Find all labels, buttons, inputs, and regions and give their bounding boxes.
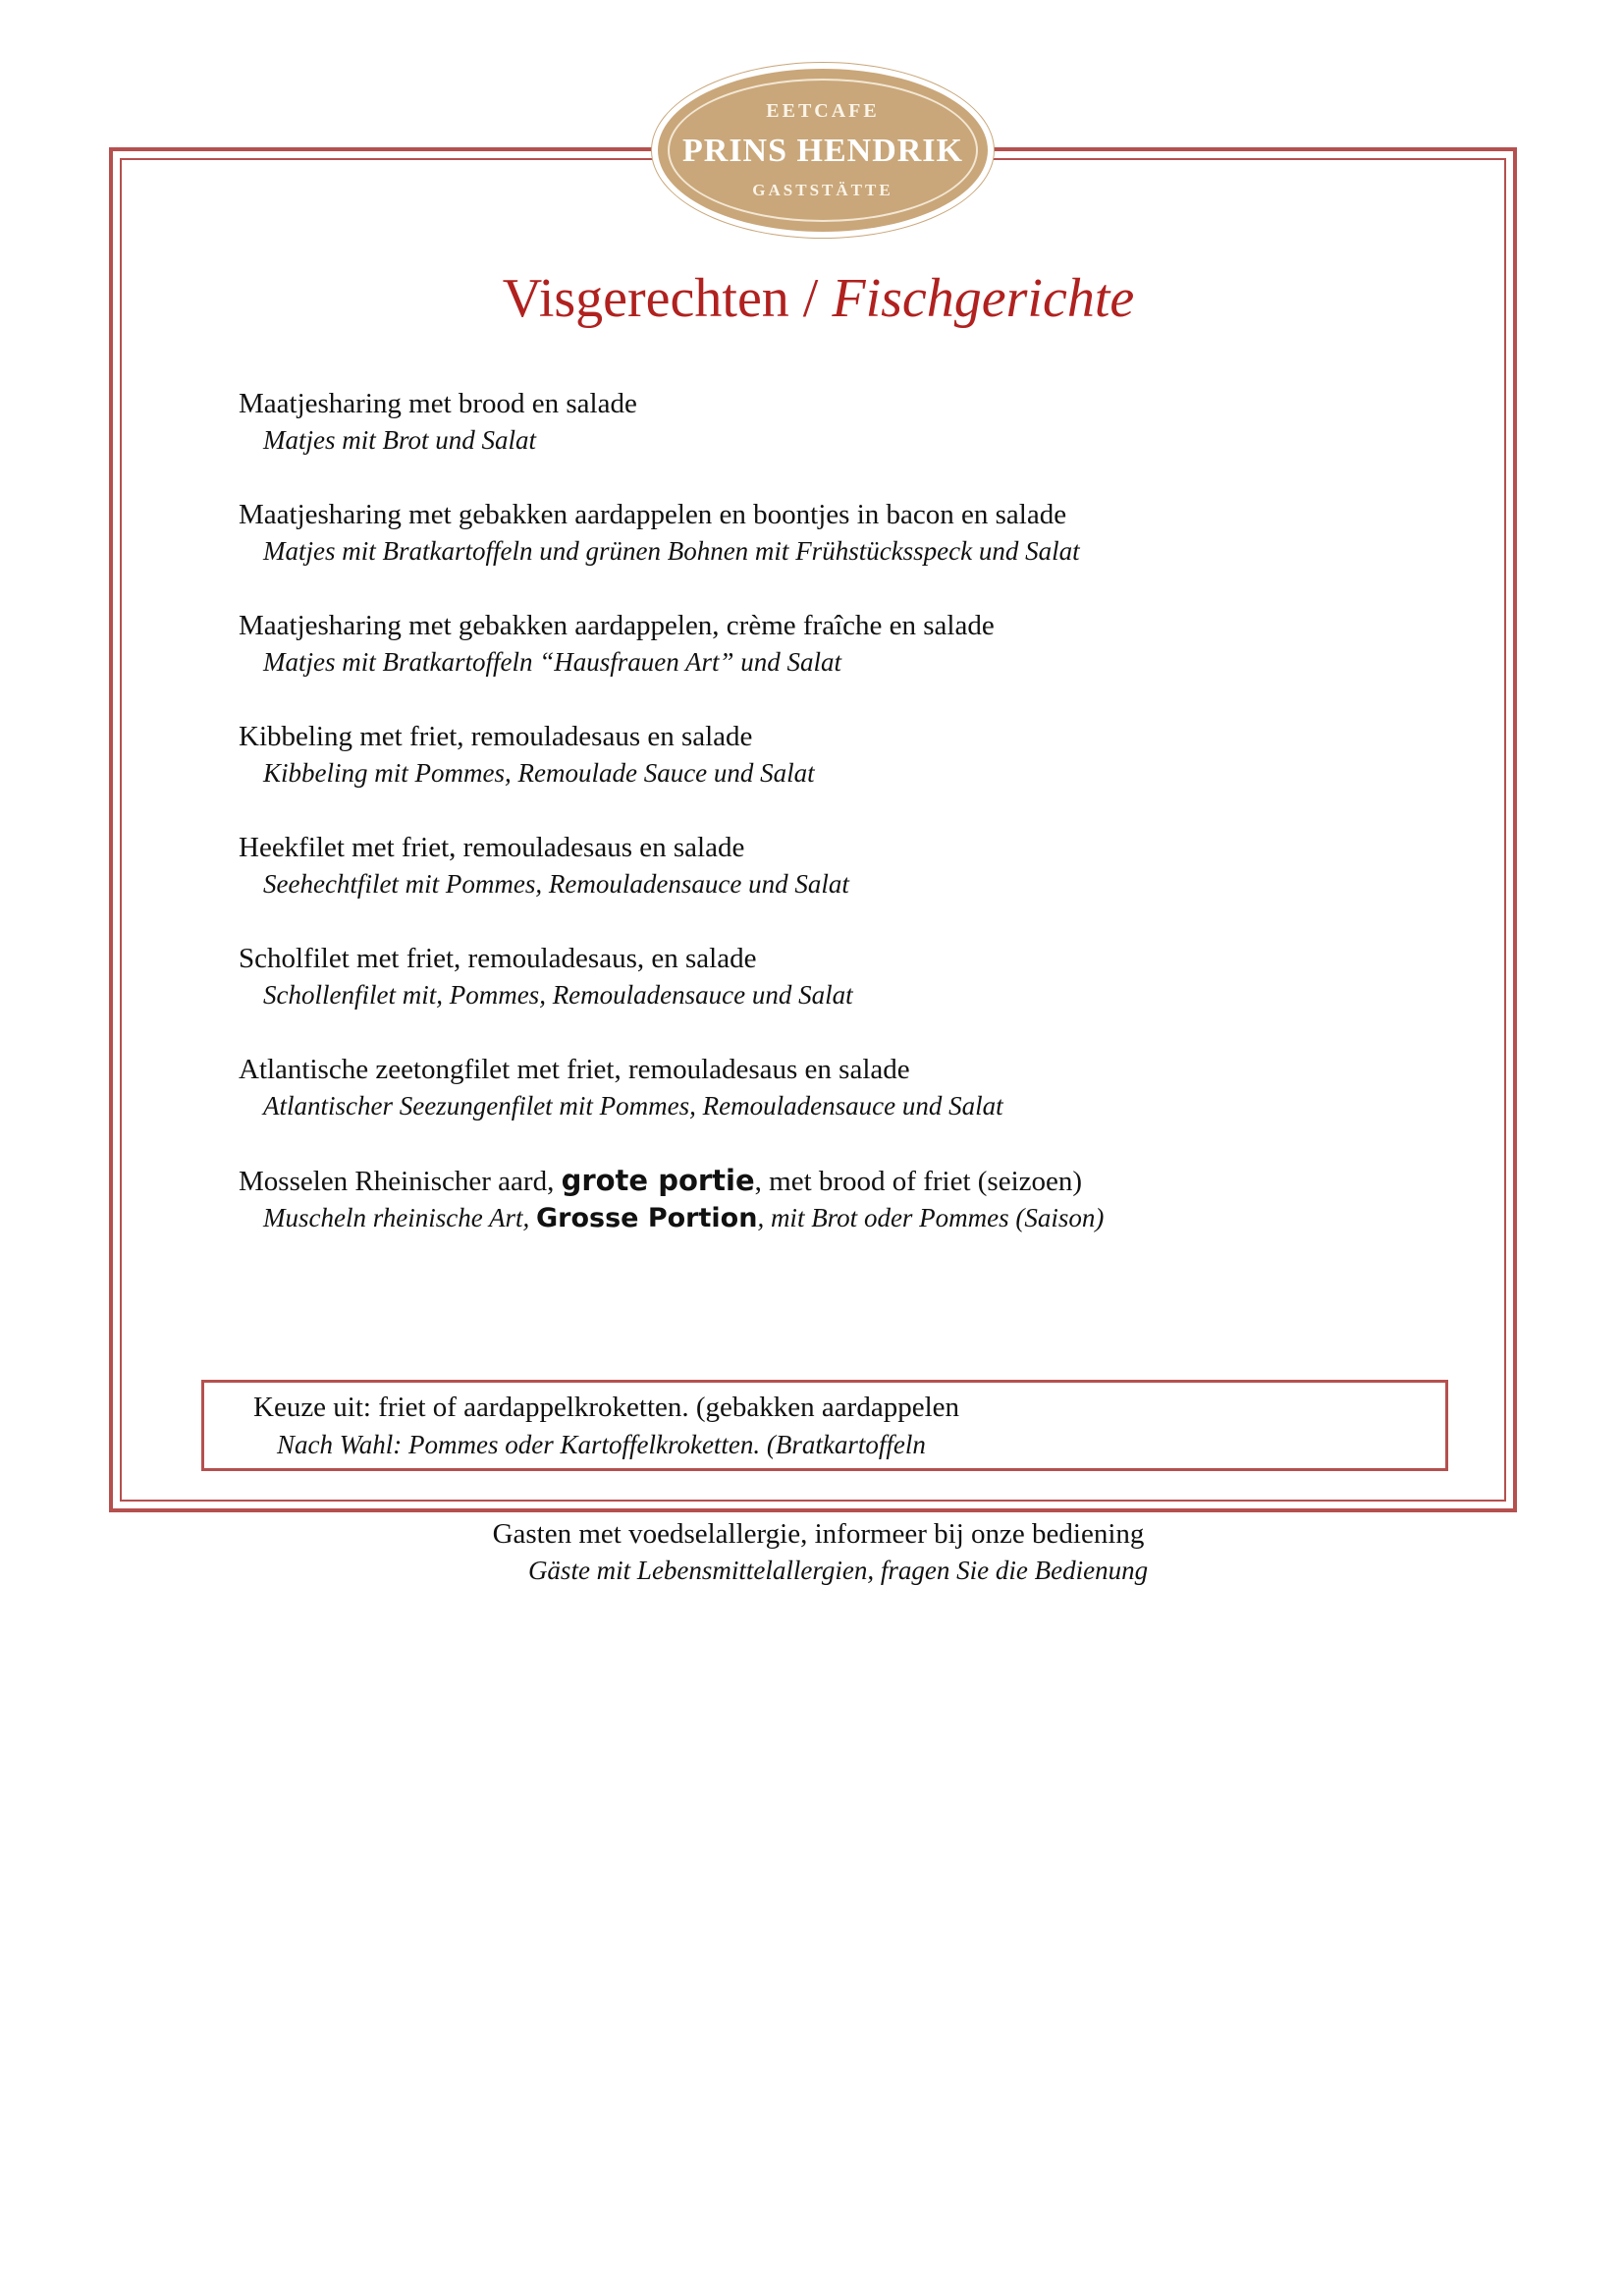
logo-main-text: PRINS HENDRIK bbox=[682, 133, 963, 169]
menu-item-german: Atlantischer Seezungenfilet mit Pommes, Remouladensauce und Salat bbox=[263, 1091, 1003, 1121]
menu-item bbox=[239, 607, 1397, 718]
restaurant-logo bbox=[652, 63, 994, 238]
menu-item bbox=[239, 829, 1397, 940]
menu-item-dutch: Heekfilet met friet, remouladesaus en salade bbox=[239, 832, 745, 863]
menu-item bbox=[239, 940, 1397, 1051]
menu-item-dutch: Atlantische zeetongfilet met friet, remouladesaus en salade bbox=[239, 1054, 910, 1085]
mussels-nl-pre: Mosselen Rheinischer aard, bbox=[239, 1166, 562, 1197]
menu-item-dutch: Kibbeling met friet, remouladesaus en salade bbox=[239, 721, 753, 752]
mussels-nl-bold: grote portie bbox=[561, 1164, 755, 1197]
menu-item-german bbox=[239, 1200, 1397, 1236]
menu-item-german: Matjes mit Bratkartoffeln und grünen Bohnen mit Frühstücksspeck und Salat bbox=[263, 536, 1080, 566]
menu-item bbox=[239, 385, 1397, 496]
menu-item-dutch bbox=[239, 1162, 1397, 1200]
side-choice-german: Nach Wahl: Pommes oder Kartoffelkroketten. (Bratkartoffeln bbox=[277, 1430, 926, 1459]
menu-list bbox=[239, 385, 1397, 1273]
side-choice-dutch: Keuze uit: friet of aardappelkroketten. (gebakken aardappelen bbox=[253, 1392, 959, 1423]
menu-item-dutch: Scholfilet met friet, remouladesaus, en salade bbox=[239, 943, 757, 974]
menu-item-german: Schollenfilet mit, Pommes, Remouladensauce und Salat bbox=[263, 980, 853, 1010]
menu-item-dutch: Maatjesharing met gebakken aardappelen en boontjes in bacon en salade bbox=[239, 499, 1067, 530]
mussels-nl-post: , met brood of friet (seizoen) bbox=[754, 1166, 1083, 1197]
allergy-notice bbox=[0, 1515, 1623, 1588]
allergy-notice-dutch: Gasten met voedselallergie, informeer bij onze bediening bbox=[492, 1518, 1145, 1550]
menu-item bbox=[239, 496, 1397, 607]
logo-bottom-text: GASTSTÄTTE bbox=[752, 181, 893, 199]
menu-item-dutch: Maatjesharing met gebakken aardappelen, crème fraîche en salade bbox=[239, 610, 995, 641]
title-german: Fischgerichte bbox=[832, 268, 1135, 329]
mussels-de-bold: Grosse Portion bbox=[535, 1203, 758, 1233]
menu-item-dutch: Maatjesharing met brood en salade bbox=[239, 388, 637, 419]
menu-item bbox=[239, 1051, 1397, 1162]
menu-item-german: Matjes mit Bratkartoffeln “Hausfrauen Art” und Salat bbox=[263, 647, 842, 677]
side-choice-box bbox=[201, 1380, 1448, 1471]
mussels-de-pre: Muscheln rheinische Art, bbox=[263, 1203, 536, 1232]
page-title bbox=[0, 267, 1623, 330]
allergy-notice-german: Gäste mit Lebensmittelallergien, fragen Sie die Bedienung bbox=[527, 1556, 1149, 1585]
menu-item-german: Seehechtfilet mit Pommes, Remouladensauce und Salat bbox=[263, 869, 849, 899]
menu-item bbox=[239, 718, 1397, 829]
logo-top-text: EETCAFE bbox=[766, 100, 880, 122]
menu-item-mussels bbox=[239, 1162, 1397, 1273]
title-dutch: Visgerechten / bbox=[502, 268, 833, 329]
mussels-de-post: , mit Brot oder Pommes (Saison) bbox=[757, 1203, 1105, 1232]
menu-item-german: Matjes mit Brot und Salat bbox=[263, 425, 536, 455]
menu-item-german: Kibbeling mit Pommes, Remoulade Sauce und Salat bbox=[263, 758, 815, 788]
